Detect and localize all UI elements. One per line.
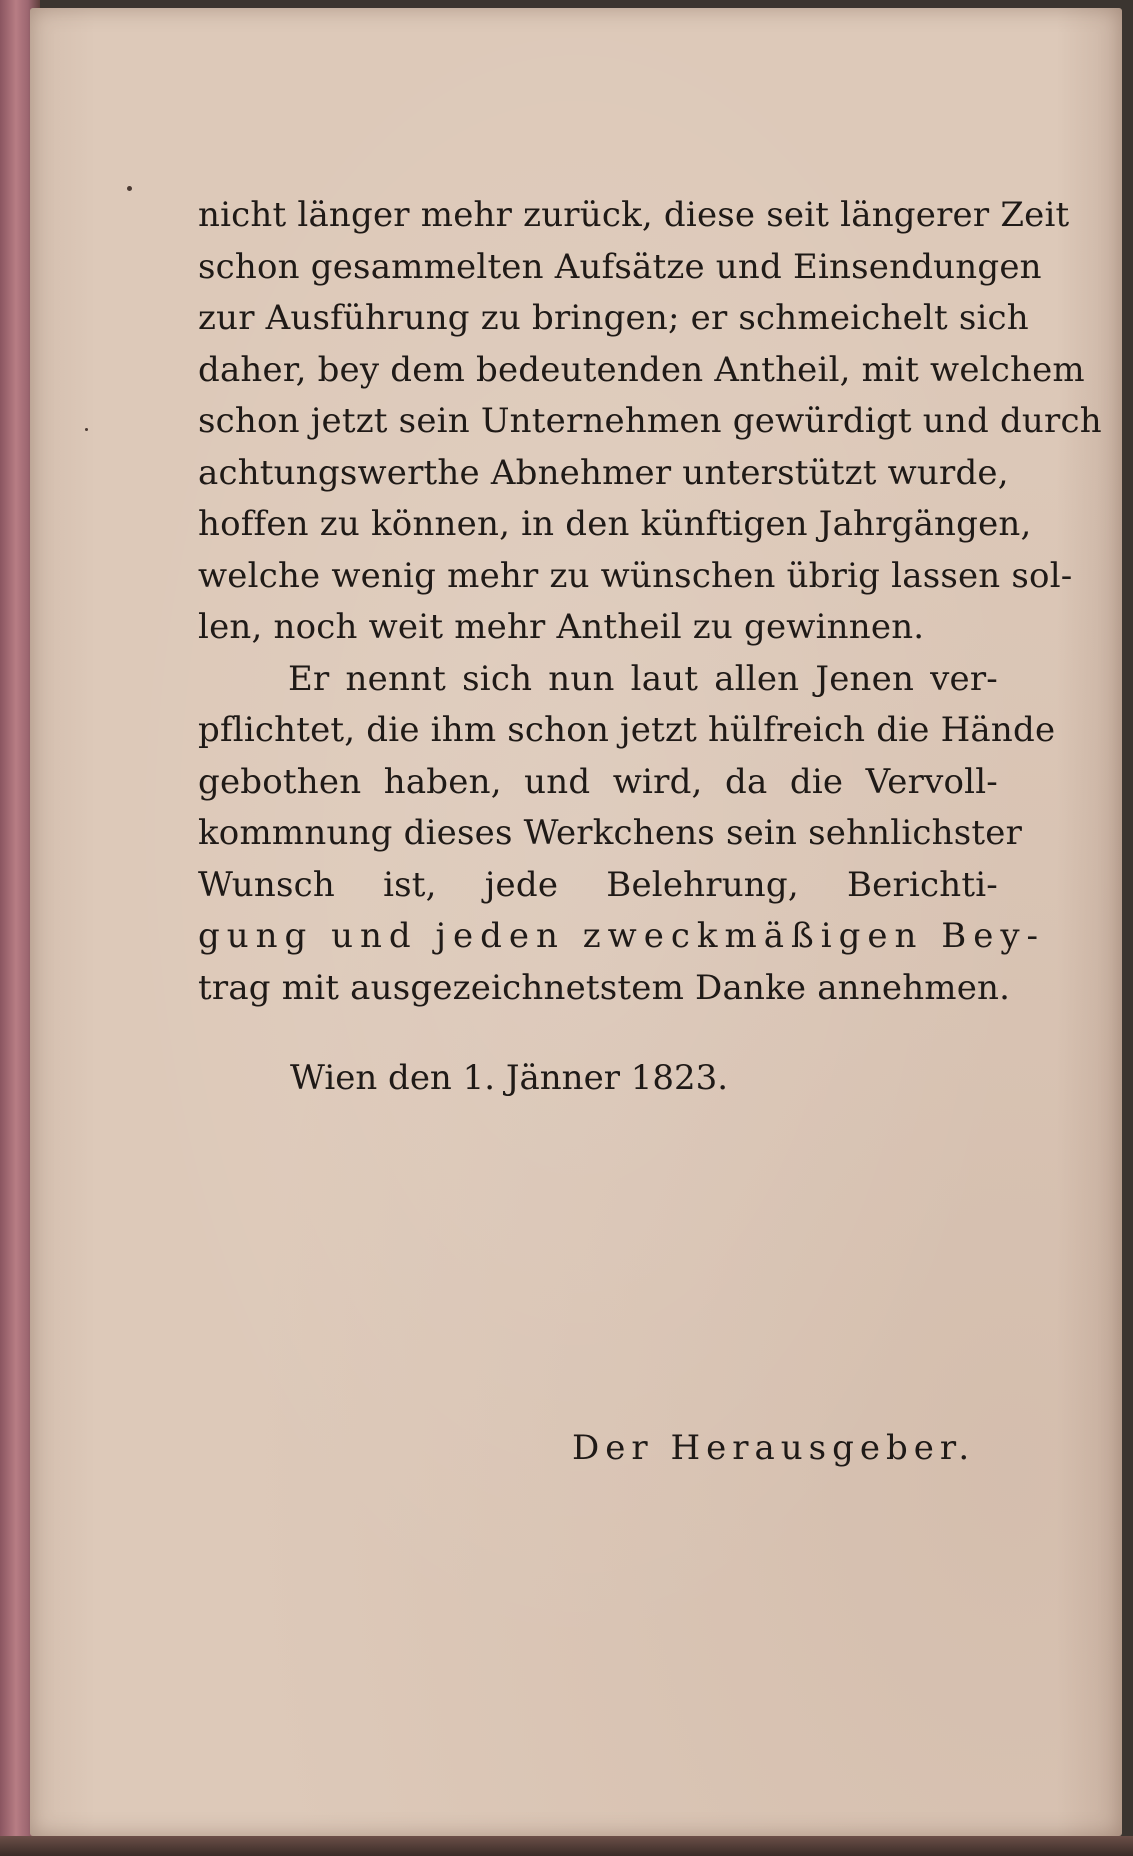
text-line: trag mit ausgezeichnetstem Danke annehmen.	[198, 967, 1011, 1008]
book-binding-bottom	[0, 1836, 1133, 1856]
text-line: schon gesammelten Aufsätze und Einsendungen	[198, 246, 1042, 287]
text-line: pflichtet, die ihm schon jetzt hülfreich die Hände	[198, 710, 1056, 750]
text-line: daher, bey dem bedeutenden Antheil, mit welchem	[198, 349, 1085, 390]
text-line: welche wenig mehr zu wünschen übrig lassen sol-	[198, 555, 1073, 596]
text-line: achtungswerthe Abnehmer unterstützt wurde,	[198, 452, 1009, 493]
text-line: len, noch weit mehr Antheil zu gewinnen.	[198, 607, 925, 647]
publisher-signature: Der Herausgeber.	[572, 1428, 976, 1468]
text-line: zur Ausführung zu bringen; er schmeichelt sich	[198, 298, 1029, 338]
text-line: nicht länger mehr zurück, diese seit längerer Zeit	[198, 195, 1070, 235]
text-line: Wunsch ist, jede Belehrung, Berichti-	[198, 864, 998, 905]
ink-speck	[127, 186, 132, 191]
text-line: gung und jeden zweckmäßigen Bey-	[198, 916, 1046, 956]
date-line: Wien den 1. Jänner 1823.	[290, 1058, 729, 1098]
text-line: schon jetzt sein Unternehmen gewürdigt und durch	[198, 401, 1102, 441]
text-line: gebothen haben, und wird, da die Vervoll-	[198, 761, 998, 802]
ink-speck	[85, 428, 88, 431]
text-line: hoffen zu können, in den künftigen Jahrgängen,	[198, 504, 1032, 544]
body-text	[198, 190, 1102, 1014]
text-line: kommnung dieses Werkchens sein sehnlichster	[198, 813, 1023, 853]
text-line: Er nennt sich nun laut allen Jenen ver-	[288, 658, 998, 699]
